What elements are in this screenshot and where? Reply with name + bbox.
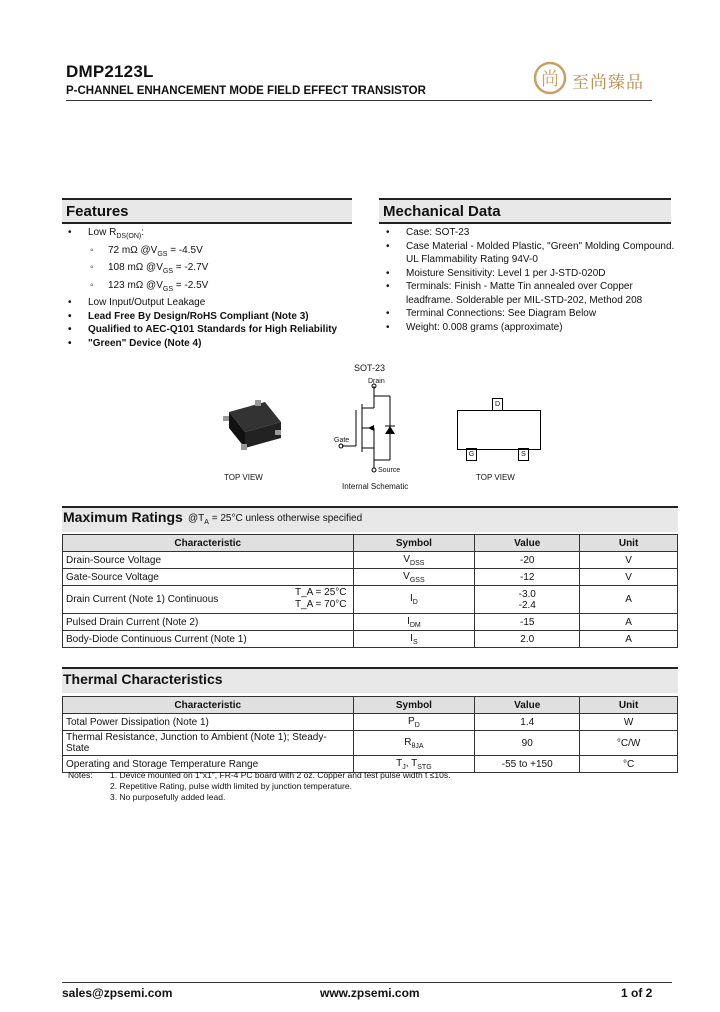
value-cell: 90	[475, 731, 580, 756]
pin-s: S	[518, 448, 529, 461]
feature-item: ◦ 72 mΩ $@V_{GS} = -4.5V$	[62, 244, 362, 262]
notes-label: Notes:	[68, 770, 93, 780]
characteristic-cell: Total Power Dissipation (Note 1)	[63, 714, 354, 731]
characteristic-cell: Pulsed Drain Current (Note 2)	[63, 614, 354, 631]
feature-item: • Lead Free By Design/RoHS Compliant (Note 3)	[62, 310, 362, 324]
gate-label: Gate	[334, 437, 350, 444]
table-row	[63, 731, 678, 756]
feature-item: ◦ 108 mΩ $@V_{GS} = -2.7V$	[62, 261, 362, 279]
feature-item: • "Green" Device (Note 4)	[62, 337, 362, 351]
column-header: Characteristic	[63, 535, 354, 552]
feature-item: ◦ 123 mΩ $@V_{GS} = -2.5V$	[62, 279, 362, 297]
unit-cell: A	[580, 631, 678, 648]
symbol-cell: $I_D$	[353, 586, 475, 614]
top-view-body	[457, 410, 541, 450]
feature-item: • Low $R_{DS(ON)}$:	[62, 226, 362, 244]
column-header: Symbol	[353, 697, 475, 714]
part-description: P-CHANNEL ENHANCEMENT MODE FIELD EFFECT TRANSISTOR	[66, 85, 426, 97]
column-header: Symbol	[353, 535, 475, 552]
pin-d: D	[492, 398, 503, 411]
value-cell: 2.0	[475, 631, 580, 648]
mechanical-item: • Terminal Connections: See Diagram Below	[380, 307, 680, 321]
symbol-cell: $V_{GSS}$	[353, 569, 475, 586]
unit-cell: A	[580, 614, 678, 631]
condition-cell: T_A = 25°C T_A = 70°C	[294, 587, 347, 610]
features-header	[62, 198, 352, 224]
value-cell: -20	[475, 552, 580, 569]
logo-mark-icon	[532, 60, 568, 96]
column-header: Value	[475, 697, 580, 714]
mechanical-item: • Case Material - Molded Plastic, "Green" Molding Compound. UL Flammability Rating 94V-0	[380, 240, 680, 267]
mechanical-item: • Terminals: Finish - Matte Tin annealed over Copper leadframe. Solderable per MIL-STD-202, Method 208	[380, 280, 680, 307]
footer-page: 1 of 2	[621, 986, 653, 1000]
column-header: Unit	[580, 535, 678, 552]
mechanical-item: • Moisture Sensitivity: Level 1 per J-STD-020D	[380, 267, 680, 281]
package-label: SOT-23	[354, 363, 386, 373]
max-ratings-condition: $@T_A = 25^\circ C$ unless otherwise specified	[188, 513, 363, 526]
part-number: DMP2123L	[66, 62, 154, 81]
logo-text: 至尚臻品	[572, 73, 644, 93]
table-row	[63, 552, 678, 569]
features-title: Features	[66, 203, 129, 220]
unit-cell: °C	[580, 756, 678, 773]
symbol-cell: $I_S$	[353, 631, 475, 648]
feature-item: • Low Input/Output Leakage	[62, 296, 362, 310]
header-rule	[66, 100, 652, 101]
mechanical-item: • Case: SOT-23	[380, 226, 680, 240]
table-row	[63, 586, 678, 614]
value-cell: -3.0 -2.4	[475, 586, 580, 614]
symbol-cell: $I_{DM}$	[353, 614, 475, 631]
value-cell: -15	[475, 614, 580, 631]
unit-cell: V	[580, 552, 678, 569]
unit-cell: °C/W	[580, 731, 678, 756]
footer-email[interactable]: sales@zpsemi.com	[62, 986, 173, 1000]
features-list	[62, 226, 362, 350]
note-item: 2. Repetitive Rating, pulse width limited by junction temperature.	[110, 781, 352, 791]
characteristic-cell: Gate-Source Voltage	[63, 569, 354, 586]
unit-cell: V	[580, 569, 678, 586]
characteristic-cell: Operating and Storage Temperature Range	[63, 756, 354, 773]
column-header: Unit	[580, 697, 678, 714]
characteristic-cell: Body-Diode Continuous Current (Note 1)	[63, 631, 354, 648]
top-view-label-right: TOP VIEW	[476, 473, 515, 482]
internal-schematic	[334, 376, 414, 480]
max-ratings-table	[62, 534, 678, 648]
table-row	[63, 614, 678, 631]
logo-mark-glyph: 尚	[541, 69, 559, 90]
source-label: Source	[378, 467, 401, 474]
characteristic-cell: Drain-Source Voltage	[63, 552, 354, 569]
unit-cell: A	[580, 586, 678, 614]
symbol-cell: $T_J$, $T_{STG}$	[353, 756, 475, 773]
column-header: Characteristic	[63, 697, 354, 714]
symbol-cell: $V_{DSS}$	[353, 552, 475, 569]
value-cell: -55 to +150	[475, 756, 580, 773]
table-row	[63, 714, 678, 731]
unit-cell: W	[580, 714, 678, 731]
footer-website[interactable]: www.zpsemi.com	[320, 986, 420, 1000]
table-row	[63, 631, 678, 648]
symbol-cell: $R_{\theta JA}$	[353, 731, 475, 756]
value-cell: 1.4	[475, 714, 580, 731]
notes-list	[110, 770, 451, 803]
value-cell: -12	[475, 569, 580, 586]
mechanical-list	[380, 226, 680, 334]
schematic-label: Internal Schematic	[342, 482, 409, 491]
characteristic-cell: Drain Current (Note 1) Continuous T_A = 25°C T_A = 70°C	[63, 586, 354, 614]
mechanical-item: • Weight: 0.008 grams (approximate)	[380, 321, 680, 335]
symbol-cell: $P_D$	[353, 714, 475, 731]
top-view-label-left: TOP VIEW	[224, 473, 263, 482]
drain-label: Drain	[368, 378, 385, 385]
footer-rule	[62, 982, 672, 983]
mechanical-header	[379, 198, 671, 224]
thermal-title: Thermal Characteristics	[63, 671, 223, 687]
column-header: Value	[475, 535, 580, 552]
pin-g: G	[466, 448, 477, 461]
thermal-table	[62, 696, 678, 773]
feature-item: • Qualified to AEC-Q101 Standards for High Reliability	[62, 323, 362, 337]
note-item: 1. Device mounted on 1"x1", FR-4 PC board with 2 oz. Copper and test pulse width t ≤10s.	[110, 770, 451, 780]
max-ratings-title: Maximum Ratings	[63, 509, 183, 525]
sot23-package-drawing	[215, 400, 285, 458]
table-row	[63, 569, 678, 586]
note-item: 3. No purposefully added lead.	[110, 792, 226, 802]
characteristic-cell: Thermal Resistance, Junction to Ambient (Note 1); Steady-State	[63, 731, 354, 756]
mechanical-title: Mechanical Data	[383, 203, 501, 220]
